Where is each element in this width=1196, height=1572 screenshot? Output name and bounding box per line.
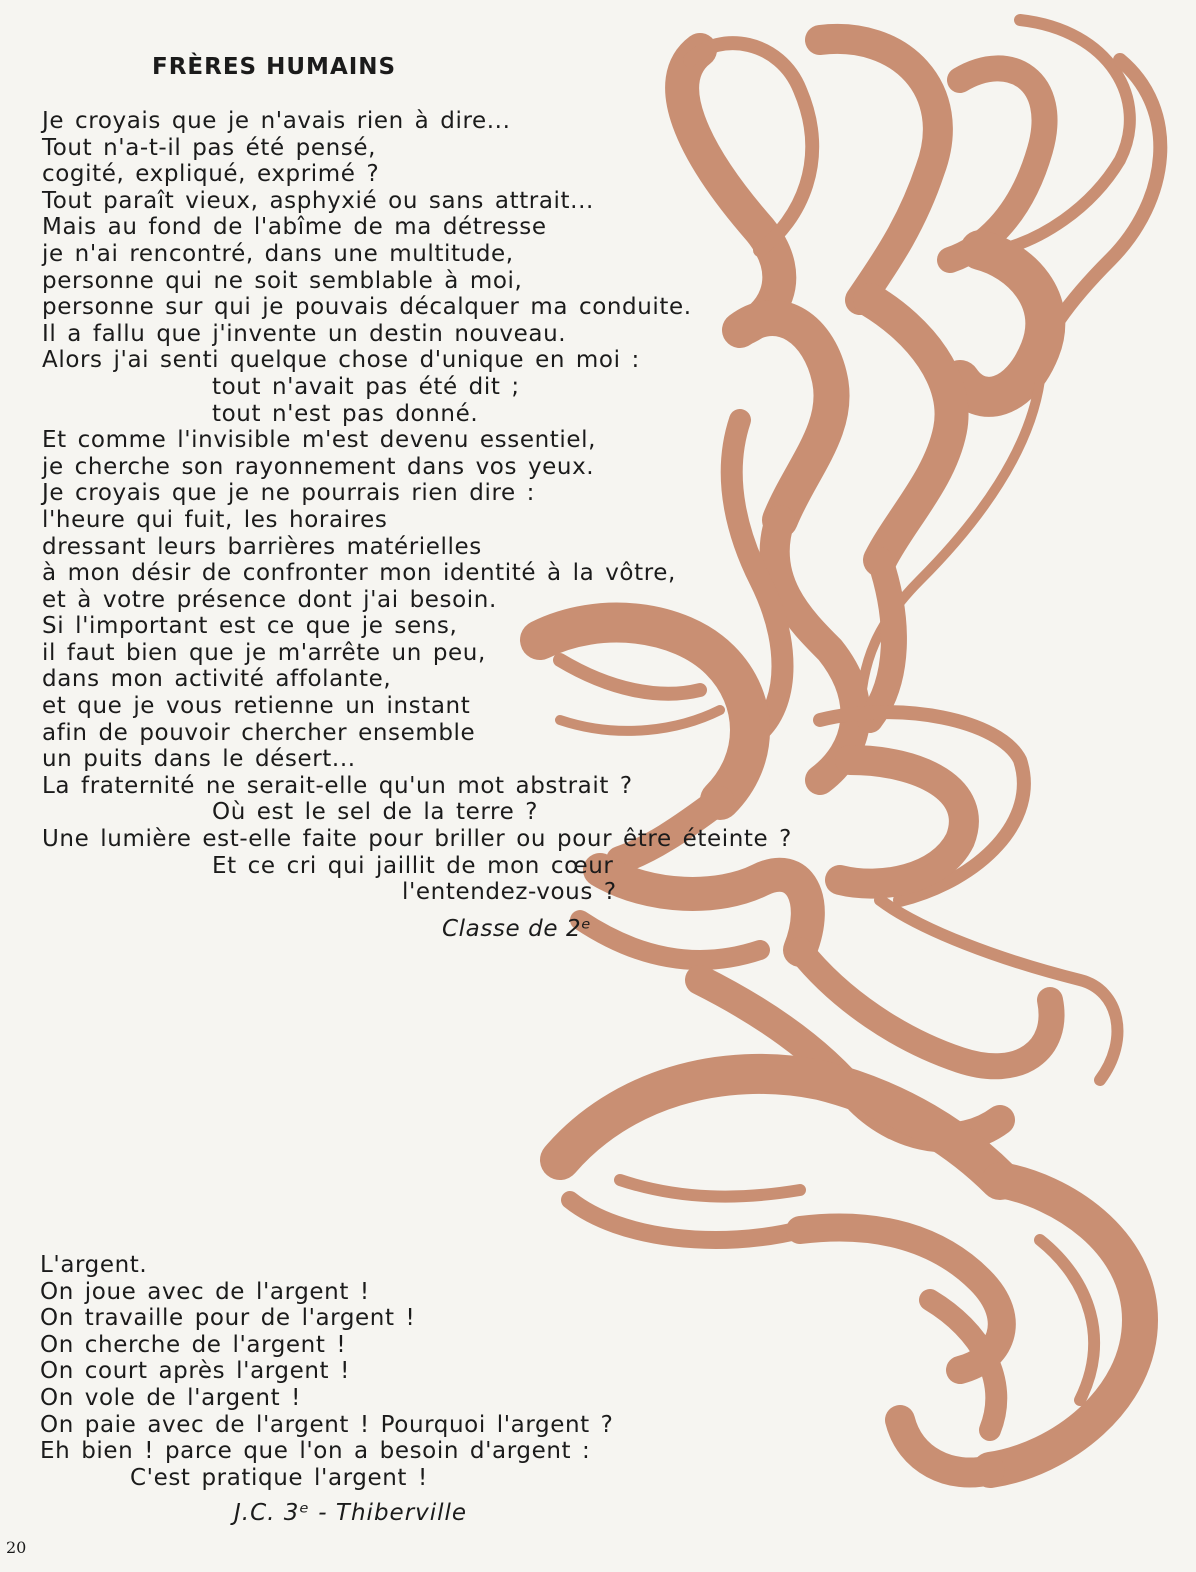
poem-line: C'est pratique l'argent ! [130, 1464, 428, 1491]
poem-line: La fraternité ne serait-elle qu'un mot abstrait ? [42, 772, 633, 799]
poem-line: personne qui ne soit semblable à moi, [42, 267, 523, 294]
poem-line: On cherche de l'argent ! [40, 1331, 347, 1358]
poem-line: un puits dans le désert... [42, 746, 356, 773]
poem-line: l'heure qui fuit, les horaires [42, 506, 388, 533]
poem-line: Il a fallu que j'invente un destin nouveau. [42, 320, 567, 347]
poem-line: dressant leurs barrières matérielles [42, 533, 482, 560]
poem-line: dans mon activité affolante, [42, 666, 392, 693]
poem-line: On court après l'argent ! [40, 1358, 350, 1385]
poem-line: à mon désir de confronter mon identité à la vôtre, [42, 560, 676, 587]
poem-line: il faut bien que je m'arrête un peu, [42, 639, 486, 666]
poem-signature: Classe de 2ᵉ [442, 916, 592, 942]
poem-line: et que je vous retienne un instant [42, 693, 471, 720]
poem-line: cogité, expliqué, exprimé ? [42, 161, 380, 188]
poem-line: On paie avec de l'argent ! Pourquoi l'argent ? [40, 1411, 614, 1438]
poem-line: Je croyais que je ne pourrais rien dire : [42, 480, 536, 507]
poem-line: On vole de l'argent ! [40, 1384, 301, 1411]
poem-line: tout n'avait pas été dit ; [212, 373, 520, 400]
poem-line: Où est le sel de la terre ? [212, 799, 539, 826]
poem-line: Si l'important est ce que je sens, [42, 613, 458, 640]
poem-line: Je croyais que je n'avais rien à dire... [42, 108, 511, 134]
poem-line: On travaille pour de l'argent ! [40, 1305, 416, 1332]
poem-line: tout n'est pas donné. [212, 400, 479, 427]
poem-line: L'argent. [40, 1252, 148, 1278]
page-title: FRÈRES HUMAINS [152, 54, 397, 80]
poem-line: je cherche son rayonnement dans vos yeux. [42, 453, 595, 480]
poem-line: afin de pouvoir chercher ensemble [42, 719, 476, 746]
poem-largent [40, 1252, 613, 1491]
poem-line: je n'ai rencontré, dans une multitude, [42, 240, 514, 267]
poem-line: Alors j'ai senti quelque chose d'unique en moi : [42, 347, 640, 374]
poem-line: Et ce cri qui jaillit de mon cœur [212, 852, 614, 879]
poem-line: Tout paraît vieux, asphyxié ou sans attrait... [42, 187, 594, 214]
page-number: 20 [6, 1538, 27, 1557]
poem-line: Mais au fond de l'abîme de ma détresse [42, 214, 547, 241]
poem-line: On joue avec de l'argent ! [40, 1278, 370, 1305]
poem-line: l'entendez-vous ? [402, 879, 617, 906]
poem-line: Une lumière est-elle faite pour briller ou pour être éteinte ? [42, 826, 792, 853]
poem-line: et à votre présence dont j'ai besoin. [42, 586, 497, 613]
poem-signature: J.C. 3ᵉ - Thiberville [234, 1500, 468, 1526]
poem-line: Tout n'a-t-il pas été pensé, [42, 134, 377, 161]
poem-line: personne sur qui je pouvais décalquer ma conduite. [42, 294, 692, 321]
poem-line: Et comme l'invisible m'est devenu essentiel, [42, 427, 597, 454]
poem-freres-humains [42, 108, 792, 906]
poem-line: Eh bien ! parce que l'on a besoin d'argent : [40, 1438, 591, 1465]
